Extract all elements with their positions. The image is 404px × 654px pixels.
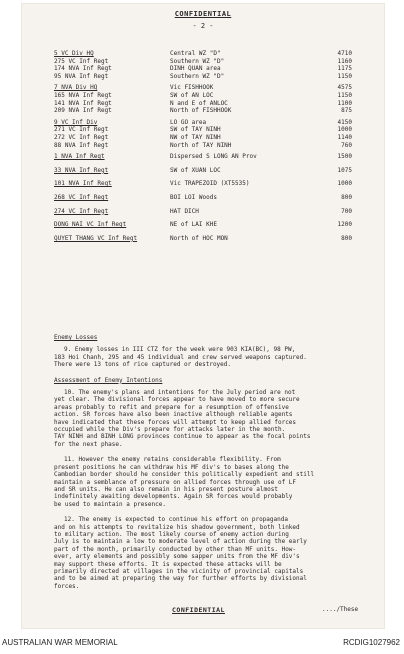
unit-row: 9 VC Inf Div LO GO area 4150 [54,118,352,126]
unit-row: 268 VC Inf Regt BOI LOI Woods 800 [54,193,352,201]
archive-reference: RCDIG1027962 [343,638,400,647]
unit-group-5vc [54,50,372,80]
unit-row: 174 NVA Inf Regt DINH QUAN area 1175 [54,65,352,73]
enemy-losses-heading: Enemy Losses [54,334,98,341]
report-body [54,334,372,598]
document-page [22,4,384,628]
unit-row: 95 NVA Inf Regt Southern WZ "D" 1150 [54,72,352,80]
unit-group-7nva [54,84,372,114]
archive-credit: AUSTRALIAN WAR MEMORIAL [2,638,118,647]
unit-row: DONG NAI VC Inf Regt NE of LAI KHE 1200 [54,221,352,229]
unit-row: 271 VC Inf Regt SW of TAY NINH 1000 [54,126,352,134]
unit-row: 5 VC Div HQ Central WZ "D" 4710 [54,50,352,57]
paragraph-11: 11. However the enemy retains considerable flexibility. From present positions he can withdraw his MF div's to bases along the Cambodian border should he consider this politically expedient and still maintain a semblance of pressure on allied forces through use of LF and SR units. He can also remain in his present posture almost indefinitely awaiting developments. Again SR forces would probably be used to maintain a presence. [54,456,315,508]
unit-row: 101 NVA Inf Regt Vic TRAPEZOID (XT5535) 1000 [54,180,352,188]
continuation-marker: ..../These [322,606,359,613]
unit-row: 141 NVA Inf Regt N and E of ANLOC 1100 [54,99,352,107]
unit-row: 209 NVA Inf Regt North of FISHHOOK 875 [54,107,352,115]
unit-group-9vc [54,119,372,149]
unit-row: 1 NVA Inf Regt Dispersed S LONG AN Prov 1500 [54,153,352,161]
paragraph-12: 12. The enemy is expected to continue his effort on propaganda and on his attempts to revitalize his shadow government, both linked to military action. The most likely course of enemy action during July is to maintain a low to moderate level of action during the early part of the month, primarily conducted by other than MF units. How- ever, arty elements and possibly some sapper units from the MF div's may support these efforts. It is expected these attacks will be primarily directed at villages in the vicinity of provincial capitals and to be aimed at preparing the way for further efforts by divisional forces. [54,516,307,590]
unit-row: 274 VC Inf Regt HAT DICH 700 [54,207,352,215]
paragraph-9: 9. Enemy losses in III CTZ for the week were 903 KIA(BC), 98 PW, 183 Hoi Chanh, 295 and 45 individual and crew served weapons captured. There were 13 tons of rice captured or destroyed. [54,346,307,369]
unit-row: 88 NVA Inf Regt North of TAY NINH 760 [54,141,352,149]
unit-row: 272 VC Inf Regt NW of TAY NINH 1140 [54,133,352,141]
unit-table [54,50,372,248]
unit-row: QUYET THANG VC Inf Regt North of HOC MON 800 [54,234,352,242]
unit-row: 7 NVA Div HQ Vic FISHHOOK 4575 [54,84,352,92]
unit-row: 165 NVA Inf Regt SW of AN LOC 1150 [54,91,352,99]
unit-row: 33 NVA Inf Regt SW of XUAN LOC 1075 [54,166,352,174]
classification-header: CONFIDENTIAL [174,10,232,18]
classification-footer: CONFIDENTIAL [172,606,225,614]
enemy-intentions-heading: Assessment of Enemy Intentions [54,376,163,384]
page-number: - 2 - [192,22,214,30]
paragraph-10: 10. The enemy's plans and intentions for the July period are not yet clear. The divisional forces appear to have moved to more secure areas probably to refit and prepare for a resumption of offensive action. SR forces have also been inactive although reliable agents have indicated that these forces will attempt to keep allied forces occupied while the Div's prepare for attacks later in the month. TAY NINH and BINH LONG provinces continue to appear as the focal points for the next phase. [54,389,311,448]
unit-row: 275 VC Inf Regt Southern WZ "D" 1160 [54,57,352,65]
